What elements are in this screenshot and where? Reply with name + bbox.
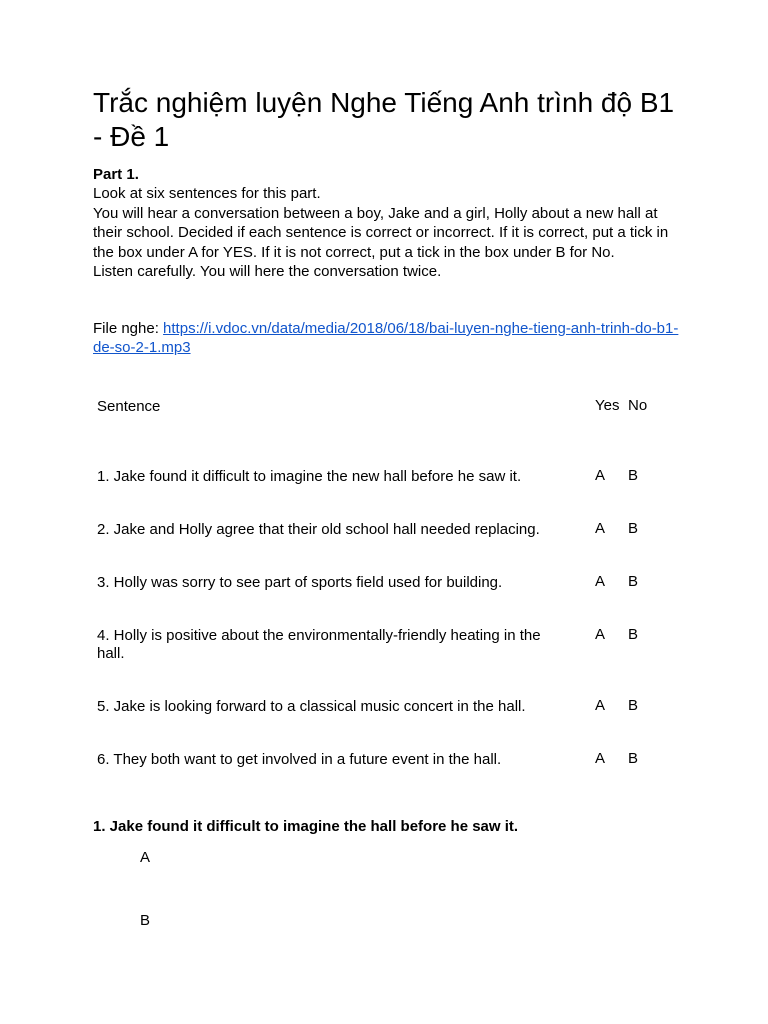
row-option-a[interactable]: A: [595, 626, 606, 643]
header-yes: Yes: [595, 397, 620, 414]
row-option-a[interactable]: A: [595, 697, 606, 714]
row-sentence: 3. Holly was sorry to see part of sports field used for building.: [97, 574, 503, 591]
header-sentence: Sentence: [97, 398, 161, 415]
instructions: [93, 165, 673, 281]
row-sentence: 4. Holly is positive about the environmentally-friendly heating in the hall.: [97, 627, 541, 662]
row-option-a[interactable]: A: [595, 573, 606, 590]
page-title: Trắc nghiệm luyện Nghe Tiếng Anh trình độ B1 - Đề 1: [93, 87, 675, 152]
header-no: No: [628, 397, 648, 414]
question-option-a[interactable]: A: [140, 849, 151, 866]
audio-file-line: [93, 319, 683, 358]
question-heading: 1. Jake found it difficult to imagine the hall before he saw it.: [93, 818, 519, 835]
row-option-a[interactable]: A: [595, 750, 606, 767]
row-option-b[interactable]: B: [628, 697, 639, 714]
audio-file-link[interactable]: https://i.vdoc.vn/data/media/2018/06/18/bai-luyen-nghe-tieng-anh-trinh-do-b1-de-so-2-1.mp3: [93, 320, 679, 357]
row-sentence: 5. Jake is looking forward to a classical music concert in the hall.: [97, 698, 526, 715]
row-option-b[interactable]: B: [628, 626, 639, 643]
row-option-b[interactable]: B: [628, 467, 639, 484]
row-sentence: 1. Jake found it difficult to imagine the new hall before he saw it.: [97, 468, 522, 485]
row-option-a[interactable]: A: [595, 520, 606, 537]
row-option-b[interactable]: B: [628, 520, 639, 537]
row-option-b[interactable]: B: [628, 573, 639, 590]
row-sentence: 6. They both want to get involved in a future event in the hall.: [97, 751, 502, 768]
row-sentence: 2. Jake and Holly agree that their old school hall needed replacing.: [97, 521, 540, 538]
row-option-a[interactable]: A: [595, 467, 606, 484]
row-option-b[interactable]: B: [628, 750, 639, 767]
instruction-line-3: Listen carefully. You will here the conversation twice.: [93, 263, 442, 281]
audio-file-label: File nghe:: [93, 320, 164, 337]
instruction-line-2: You will hear a conversation between a boy, Jake and a girl, Holly about a new hall at their school. Decided if each sentence is correct or incorrect. If it is correct, put a tick in the box under A for YES. If it is not correct, put a tick in the box under B for No.: [93, 204, 669, 261]
question-option-b[interactable]: B: [140, 912, 151, 929]
part-heading: Part 1.: [93, 166, 139, 183]
instruction-line-1: Look at six sentences for this part.: [93, 185, 321, 203]
